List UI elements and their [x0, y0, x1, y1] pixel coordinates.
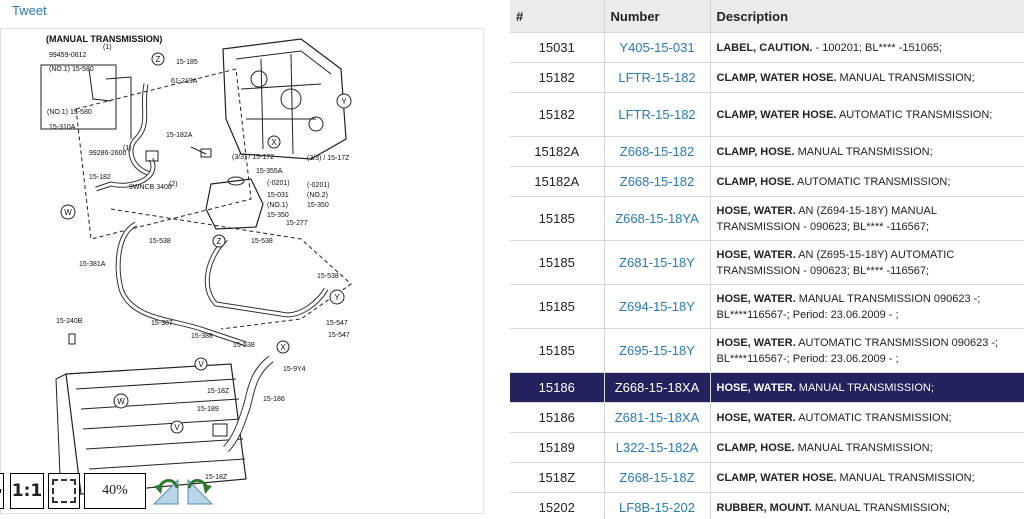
diagram-part-label: 15-538 [317, 273, 339, 280]
row-part-number-link[interactable]: Z668-15-182 [604, 137, 710, 167]
description-detail: AUTOMATIC TRANSMISSION; [795, 411, 952, 424]
diagram-part-label: 15-240B [56, 318, 83, 325]
row-description [710, 329, 1024, 373]
row-part-number-link[interactable]: Z668-15-18Z [604, 463, 710, 493]
diagram-part-label: (3/3) / 15-17Z [307, 155, 350, 162]
row-part-number-link[interactable]: L322-15-182A [604, 433, 710, 463]
row-ref-number: 15185 [510, 329, 604, 373]
diagram-pane [0, 0, 490, 519]
diagram-part-label: 15-185 [176, 59, 198, 66]
row-description [710, 33, 1024, 63]
zoom-level-field[interactable]: 40% [84, 473, 146, 509]
diagram-part-label: (1) [123, 145, 132, 152]
diagram-part-label: 15-9Y4 [283, 366, 306, 373]
diagram-part-label: (-0201) [267, 180, 290, 187]
description-title: CLAMP, HOSE. [716, 175, 795, 188]
description-title: CLAMP, HOSE. [716, 145, 795, 158]
column-header-number[interactable]: Number [604, 0, 710, 33]
table-row[interactable] [510, 463, 1024, 493]
row-description [710, 167, 1024, 197]
diagram-part-label: 15-538 [251, 238, 273, 245]
diagram-callout-letter: Y [334, 293, 340, 302]
diagram-part-label: 15-538 [149, 238, 171, 245]
diagram-part-label: 15-18Z [205, 474, 228, 481]
diagram-callout-letter: W [117, 397, 125, 406]
diagram-part-label: 99286-2600 [89, 150, 127, 157]
row-part-number-link[interactable]: Z695-15-18Y [604, 329, 710, 373]
actual-size-button[interactable]: 1:1 [10, 473, 44, 509]
diagram-callout-letter: Y [341, 97, 347, 106]
table-row[interactable] [510, 493, 1024, 519]
description-title: HOSE, WATER. [716, 292, 796, 305]
table-row[interactable] [510, 403, 1024, 433]
diagram-callout-letter: W [64, 208, 72, 217]
diagram-part-label: (NO.2) [307, 192, 328, 199]
row-ref-number: 15202 [510, 493, 604, 519]
diagram-part-label: 15-031 [267, 192, 289, 199]
diagram-part-label: (NO.1) 15-580 [49, 66, 94, 73]
row-ref-number: 15182 [510, 63, 604, 93]
row-ref-number: 1518Z [510, 463, 604, 493]
row-description [710, 241, 1024, 285]
diagram-part-label: 15-350 [267, 212, 289, 219]
viewer-toolbar [0, 473, 230, 513]
description-detail: AN (Z695-15-18Y) AUTOMATIC TRANSMISSION - 090623; BL**** -116567; [716, 248, 955, 277]
row-part-number-link[interactable]: LF8B-15-202 [604, 493, 710, 519]
diagram-callout-letter: X [271, 138, 277, 147]
row-ref-number: 15186 [510, 403, 604, 433]
parts-diagram[interactable] [0, 28, 484, 514]
diagram-part-label: (NO.1) 15-580 [47, 109, 92, 116]
table-row[interactable] [510, 33, 1024, 63]
diagram-part-label: 15-547 [328, 332, 350, 339]
rotate-right-button[interactable] [184, 473, 216, 507]
diagram-heading: (MANUAL TRANSMISSION) [46, 34, 163, 44]
diagram-part-label: 15-538 [233, 342, 255, 349]
row-description [710, 403, 1024, 433]
diagram-part-label: 61-219A [171, 78, 198, 85]
row-ref-number: 15185 [510, 241, 604, 285]
row-part-number-link[interactable]: Z668-15-182 [604, 167, 710, 197]
row-part-number-link[interactable]: Z681-15-18Y [604, 241, 710, 285]
row-ref-number: 15182A [510, 137, 604, 167]
table-row[interactable] [510, 373, 1024, 403]
description-title: CLAMP, WATER HOSE. [716, 471, 837, 484]
table-row[interactable] [510, 433, 1024, 463]
row-ref-number: 15182 [510, 93, 604, 137]
row-description [710, 493, 1024, 519]
description-detail: MANUAL TRANSMISSION; [794, 441, 933, 454]
row-ref-number: 15189 [510, 433, 604, 463]
row-part-number-link[interactable]: Z668-15-18YA [604, 197, 710, 241]
diagram-part-label: 15-18Z [207, 388, 230, 395]
table-body [510, 33, 1024, 519]
rotate-left-icon [151, 474, 181, 506]
row-part-number-link[interactable]: LFTR-15-182 [604, 93, 710, 137]
diagram-part-label: 15-387 [151, 320, 173, 327]
diagram-callout-letter: X [280, 343, 286, 352]
row-description [710, 93, 1024, 137]
description-title: CLAMP, WATER HOSE. [716, 71, 837, 84]
description-detail: AN (Z694-15-18Y) MANUAL TRANSMISSION - 090623; BL**** -116567; [716, 204, 937, 233]
row-description [710, 373, 1024, 403]
row-description [710, 433, 1024, 463]
row-description [710, 137, 1024, 167]
description-title: RUBBER, MOUNT. [716, 501, 812, 514]
diagram-part-label: 15-350 [307, 202, 329, 209]
table-row[interactable] [510, 167, 1024, 197]
description-detail: MANUAL TRANSMISSION; [836, 71, 975, 84]
pan-left-icon [0, 489, 1, 493]
diagram-callout-letter: V [198, 360, 204, 369]
diagram-part-label: 99459-0612 [49, 52, 87, 59]
table-row[interactable] [510, 93, 1024, 137]
description-detail: MANUAL TRANSMISSION; [836, 471, 975, 484]
tweet-link[interactable]: Tweet [12, 3, 47, 18]
description-detail: MANUAL TRANSMISSION 090623 -; BL****116567-; Period: 23.06.2009 - ; [716, 292, 981, 321]
diagram-drawing [1, 29, 483, 513]
description-detail: - 100201; BL**** -151065; [812, 41, 943, 54]
diagram-part-label: 15-310A [49, 124, 76, 131]
description-detail: AUTOMATIC TRANSMISSION; [836, 108, 993, 121]
diagram-part-label: (NO.1) [267, 202, 288, 209]
description-title: HOSE, WATER. [716, 411, 796, 424]
row-ref-number: 15182A [510, 167, 604, 197]
description-detail: AUTOMATIC TRANSMISSION 090623 -; BL****116567-; Period: 23.06.2009 - ; [716, 336, 999, 365]
table-row[interactable] [510, 197, 1024, 241]
diagram-part-label: (2) [169, 181, 178, 188]
table-row[interactable] [510, 63, 1024, 93]
description-detail: MANUAL TRANSMISSION; [795, 381, 934, 394]
diagram-part-label: 15-277 [286, 220, 308, 227]
rotate-left-button[interactable] [150, 473, 182, 507]
diagram-part-label: (-0201) [307, 182, 330, 189]
description-title: HOSE, WATER. [716, 381, 796, 394]
row-part-number-link[interactable]: Y405-15-031 [604, 33, 710, 63]
description-detail: AUTOMATIC TRANSMISSION; [794, 175, 951, 188]
diagram-callout-letter: V [174, 423, 180, 432]
description-title: HOSE, WATER. [716, 336, 796, 349]
row-description [710, 197, 1024, 241]
rotate-right-icon [185, 474, 215, 506]
diagram-part-label: 15-381A [79, 261, 106, 268]
row-part-number-link[interactable]: LFTR-15-182 [604, 63, 710, 93]
diagram-part-label: (3/3) / 15-172 [232, 154, 275, 161]
description-title: CLAMP, HOSE. [716, 441, 795, 454]
table-row[interactable] [510, 285, 1024, 329]
pan-left-button[interactable] [0, 473, 4, 509]
diagram-part-label: 15-182A [166, 132, 193, 139]
description-detail: MANUAL TRANSMISSION; [794, 145, 933, 158]
table-row[interactable] [510, 241, 1024, 285]
row-description [710, 63, 1024, 93]
row-part-number-link[interactable]: Z681-15-18XA [604, 403, 710, 433]
description-title: HOSE, WATER. [716, 204, 796, 217]
row-part-number-link[interactable]: Z694-15-18Y [604, 285, 710, 329]
column-header-num[interactable]: # [510, 0, 604, 33]
diagram-part-label: 15-182 [89, 174, 111, 181]
diagram-callout-letter: Z [216, 237, 222, 246]
parts-table [510, 0, 1024, 519]
diagram-part-label: 15-355A [256, 168, 283, 175]
fit-window-icon [52, 479, 76, 503]
diagram-part-label: 9WNCB 3400 [129, 184, 172, 191]
description-title: LABEL, CAUTION. [716, 41, 813, 54]
table-row[interactable] [510, 137, 1024, 167]
diagram-part-label: 15-388 [191, 333, 213, 340]
row-ref-number: 15186 [510, 373, 604, 403]
row-ref-number: 15185 [510, 285, 604, 329]
diagram-part-label: 15-189 [197, 406, 219, 413]
table-header-row [510, 0, 1024, 33]
parts-table-pane [510, 0, 1024, 519]
table-row[interactable] [510, 329, 1024, 373]
row-ref-number: 15185 [510, 197, 604, 241]
diagram-callout-letter: Z [155, 55, 161, 64]
column-header-description[interactable]: Description [710, 0, 1024, 33]
row-ref-number: 15031 [510, 33, 604, 63]
fit-window-button[interactable] [48, 473, 80, 509]
diagram-part-label: (1) [103, 44, 112, 51]
description-detail: MANUAL TRANSMISSION; [811, 501, 950, 514]
diagram-part-label: 15-186 [263, 396, 285, 403]
description-title: CLAMP, WATER HOSE. [716, 108, 837, 121]
row-description [710, 463, 1024, 493]
diagram-part-label: 15-547 [326, 320, 348, 327]
description-title: HOSE, WATER. [716, 248, 796, 261]
row-description [710, 285, 1024, 329]
row-part-number-link[interactable]: Z668-15-18XA [604, 373, 710, 403]
